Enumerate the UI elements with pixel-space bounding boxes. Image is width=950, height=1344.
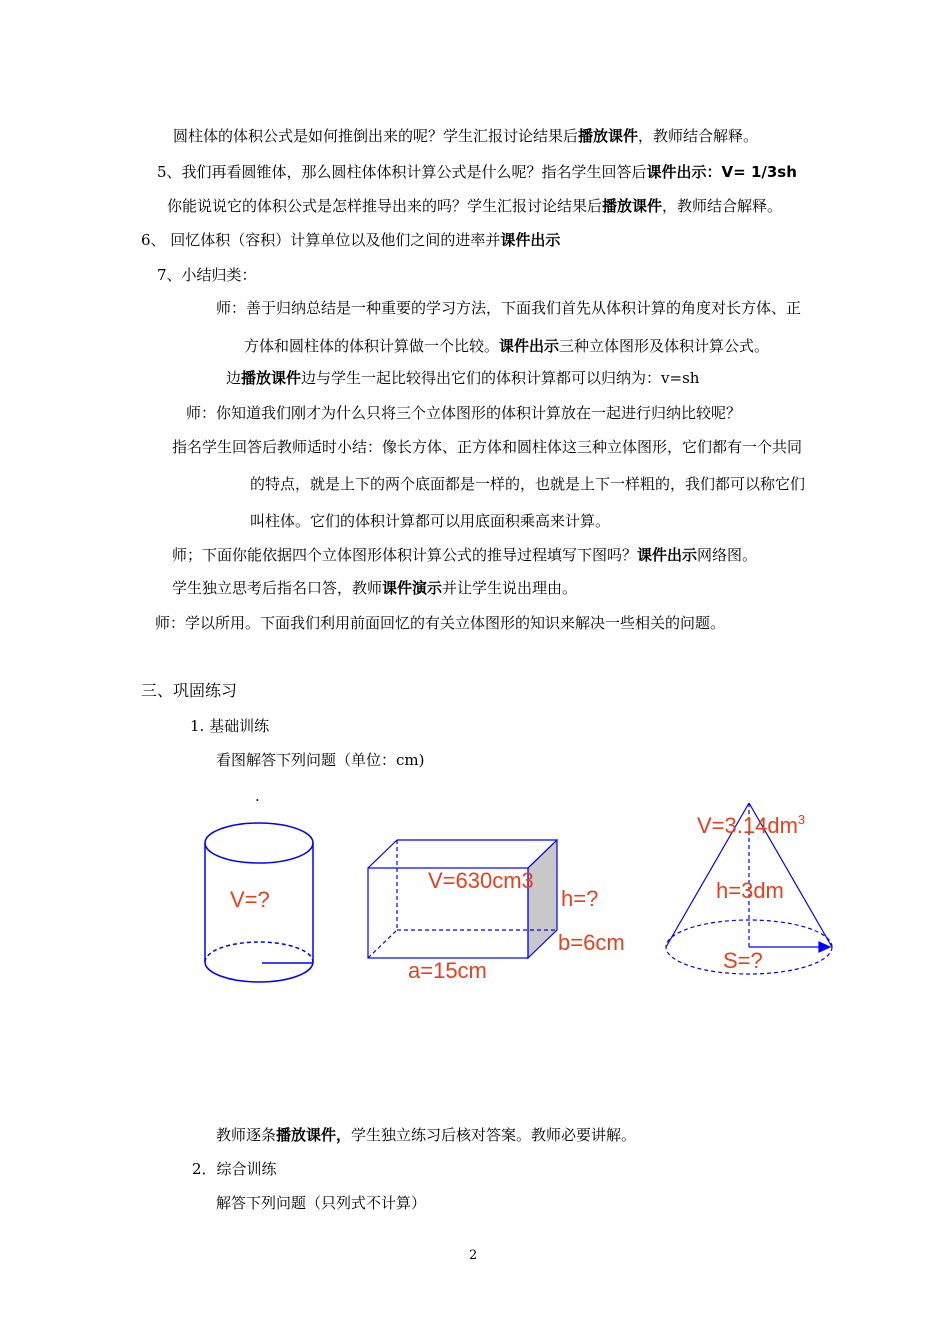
cylinder-bottom-back — [205, 942, 313, 962]
dot-mark: . — [255, 787, 260, 805]
box-width-label: b=6cm — [558, 930, 625, 955]
cone-volume-value: V=3.14dm — [697, 813, 798, 838]
teacher-instruction — [216, 1125, 636, 1145]
instruction-text-2: 解答下列问题（只列式不计算） — [216, 1194, 427, 1212]
paragraph-10: 指名学生回答后教师适时小结：像长方体、正方体和圆柱体这三种立体图形，它们都有一个共同 — [172, 438, 803, 456]
bold-text: 播放课件 — [578, 127, 639, 145]
cylinder-bottom-front — [205, 962, 313, 982]
subsection-basic-training: 1. 基础训练 — [190, 717, 270, 735]
bold-text: 播放课件 — [602, 197, 663, 215]
bold-text: 播放课件 — [241, 369, 302, 387]
box-length-label: a=15cm — [408, 958, 487, 983]
text: 边 — [226, 369, 242, 387]
bold-text: 课件演示 — [382, 579, 443, 597]
text: 5、我们再看圆锥体，那么圆柱体体积计算公式是什么呢？指名学生回答后 — [157, 163, 647, 181]
box-side-shaded — [528, 840, 557, 958]
box-height-label: h=? — [561, 886, 599, 911]
text: 并让学生说出理由。 — [442, 579, 578, 597]
cylinder-volume-label: V=? — [230, 887, 270, 912]
cone-base-label: S=? — [723, 948, 763, 973]
cone-radius-arrowhead — [819, 942, 830, 952]
paragraph-6: 师：善于归纳总结是一种重要的学习方法，下面我们首先从体积计算的角度对长方体、正 — [216, 299, 802, 317]
text: 教师逐条 — [216, 1126, 277, 1144]
box-figure — [368, 840, 557, 958]
cone-volume-exponent: 3 — [797, 812, 806, 827]
paragraph-12: 叫柱体。它们的体积计算都可以用底面积乘高来计算。 — [250, 512, 611, 530]
text: 你能说说它的体积公式是怎样推导出来的吗？学生汇报讨论结果后 — [167, 197, 603, 215]
text: 三种立体图形及体积计算公式。 — [559, 337, 770, 355]
subsection-comprehensive-training: 2．综合训练 — [192, 1160, 277, 1178]
text: 边与学生一起比较得出它们的体积计算都可以归纳为：v=sh — [301, 369, 700, 387]
text: ，教师结合解释。 — [662, 197, 783, 215]
text: ，教师结合解释。 — [638, 127, 759, 145]
bold-text: 播放课件， — [276, 1126, 352, 1144]
cone-height-label: h=3dm — [716, 878, 784, 903]
bold-text: 课件出示：V= 1/3sh — [646, 163, 797, 181]
paragraph-15: 师：学以所用。下面我们利用前面回忆的有关立体图形的知识来解决一些相关的问题。 — [155, 614, 726, 632]
section-title: 三、巩固练习 — [141, 681, 238, 700]
text: 学生独立思考后指名口答，教师 — [172, 579, 383, 597]
paragraph-5: 7、小结归类： — [157, 266, 257, 284]
text: 6、 回忆体积（容积）计算单位以及他们之间的进率并 — [141, 231, 501, 249]
box-volume-label: V=630cm3 — [428, 868, 534, 893]
text: 学生独立练习后核对答案。教师必要讲解。 — [351, 1126, 637, 1144]
paragraph-9: 师：你知道我们刚才为什么只将三个立体图形的体积计算放在一起进行归纳比较呢？ — [186, 404, 742, 422]
bold-text: 课件出示 — [500, 231, 561, 249]
box-top-left-edge — [368, 840, 397, 868]
page-number: 2 — [469, 1248, 478, 1263]
text: 方体和圆柱体的体积计算做一个比较。 — [244, 337, 500, 355]
text: 师；下面你能依据四个立体图形体积计算公式的推导过程填写下图吗？ — [172, 546, 638, 564]
box-hidden-diagonal — [368, 930, 397, 958]
cone-volume-label — [697, 812, 805, 838]
bold-text: 课件出示 — [499, 337, 560, 355]
bold-text: 课件出示 — [637, 546, 698, 564]
text: 网络图。 — [697, 546, 758, 564]
cylinder-top-ellipse — [205, 823, 313, 863]
instruction-text: 看图解答下列问题（单位：cm) — [216, 751, 425, 769]
paragraph-11: 的特点，就是上下的两个底面都是一样的，也就是上下一样粗的，我们都可以称它们 — [250, 475, 806, 493]
text: 圆柱体的体积公式是如何推倒出来的呢？学生汇报讨论结果后 — [173, 127, 579, 145]
